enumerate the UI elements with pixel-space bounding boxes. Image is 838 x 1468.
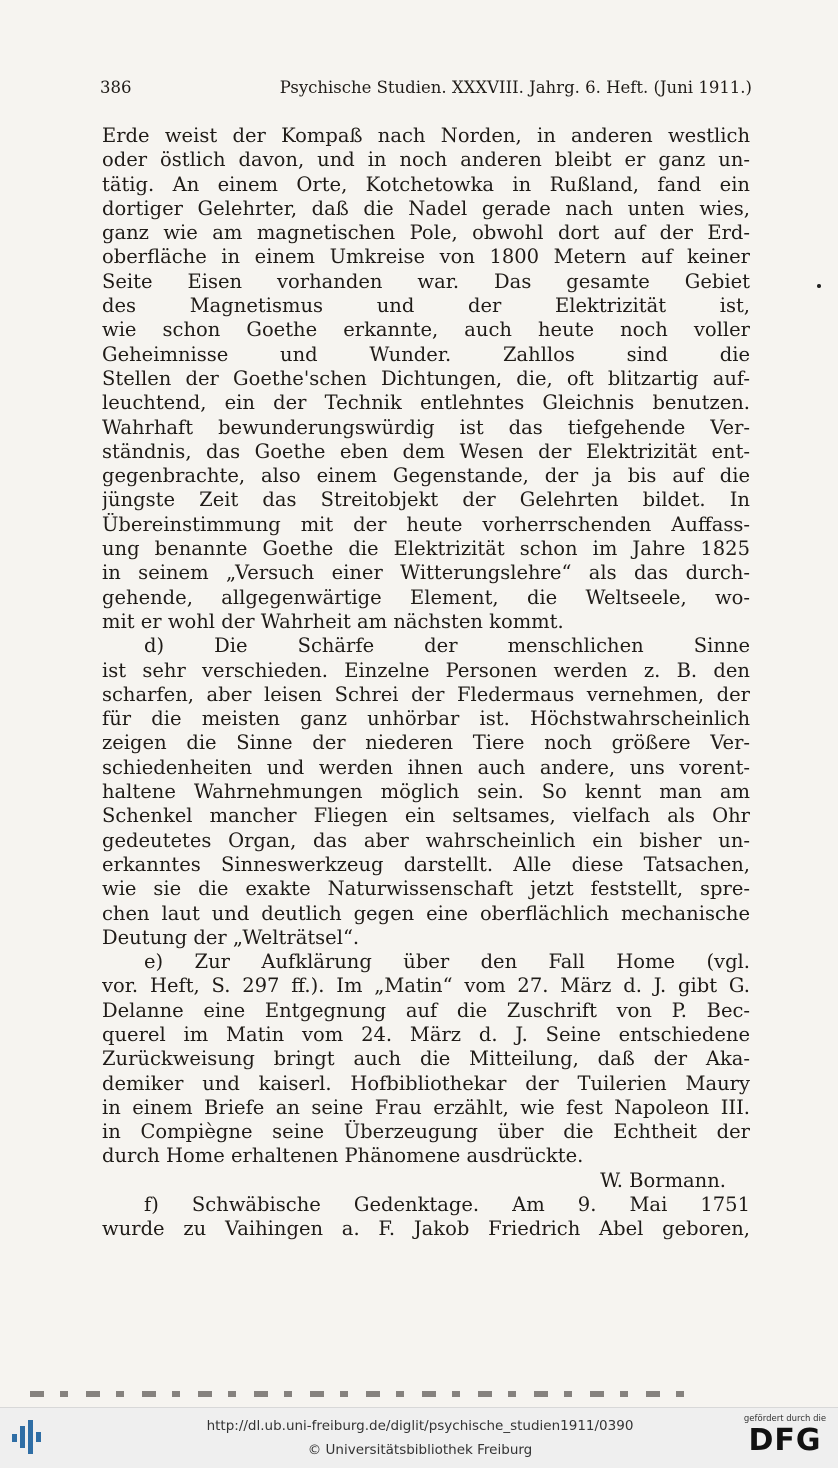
text-line: wie sie die exakte Naturwissenschaft jetzt feststellt, spre- [102, 877, 750, 901]
text-line: ung benannte Goethe die Elektrizität schon im Jahre 1825 [102, 537, 750, 561]
text-line: durch Home erhaltenen Phänomene ausdrückte. [102, 1144, 584, 1168]
text-line: des Magnetismus und der Elektrizität ist, [102, 294, 750, 318]
viewer-footer [0, 1407, 838, 1468]
running-title: Psychische Studien. XXXVIII. Jahrg. 6. Heft. (Juni 1911.) [279, 78, 752, 97]
bleed-through-text [30, 1391, 690, 1397]
text-line: haltene Wahrnehmungen möglich sein. So kennt man am [102, 780, 750, 804]
text-line: Übereinstimmung mit der heute vorherrschenden Auffass- [102, 512, 750, 536]
text-line: f) Schwäbische Gedenktage. Am 9. Mai 1751 [144, 1193, 750, 1217]
page-number: 386 [100, 78, 132, 97]
text-line: oder östlich davon, und in noch anderen bleibt er ganz un- [102, 148, 750, 172]
text-line: chen laut und deutlich gegen eine oberflächlich mechanische [102, 901, 750, 925]
text-line: dortiger Gelehrter, daß die Nadel gerade nach unten wies, [102, 196, 750, 220]
text-line: Stellen der Goethe'schen Dichtungen, die, oft blitzartig auf- [102, 366, 750, 390]
text-line: tätig. An einem Orte, Kotchetowka in Rußland, fand ein [102, 172, 750, 196]
text-line: demiker und kaiserl. Hofbibliothekar der Tuilerien Maury [102, 1071, 750, 1095]
library-logo-icon [12, 1420, 42, 1454]
text-line: ganz wie am magnetischen Pole, obwohl dort auf der Erd- [102, 221, 750, 245]
text-line: mit er wohl der Wahrheit am nächsten kommt. [102, 609, 564, 633]
text-line: in seinem „Versuch einer Witterungslehre“ als das durch- [102, 561, 750, 585]
text-line: Delanne eine Entgegnung auf die Zuschrift von P. Bec- [102, 998, 750, 1022]
text-line: in Compiègne seine Überzeugung über die Echtheit der [102, 1120, 750, 1144]
text-line: ist sehr verschieden. Einzelne Personen werden z. B. den [102, 658, 750, 682]
text-line: gegenbrachte, also einem Gegenstande, der ja bis auf die [102, 464, 750, 488]
dfg-wordmark: DFG [748, 1423, 822, 1458]
text-line: zeigen die Sinne der niederen Tiere noch größere Ver- [102, 731, 750, 755]
text-line: leuchtend, ein der Technik entlehntes Gleichnis benutzen. [102, 391, 750, 415]
text-body [102, 124, 750, 1242]
dfg-logo [738, 1414, 832, 1464]
text-line: vor. Heft, S. 297 ff.). Im „Matin“ vom 27. März d. J. gibt G. [102, 974, 750, 998]
text-line: d) Die Schärfe der menschlichen Sinne [144, 634, 750, 658]
text-line: Deutung der „Welträtsel“. [102, 925, 360, 949]
copyright-notice: © Universitätsbibliothek Freiburg [307, 1442, 533, 1458]
text-line: ständnis, das Goethe eben dem Wesen der Elektrizität ent- [102, 439, 750, 463]
text-line: erkanntes Sinneswerkzeug darstellt. Alle diese Tatsachen, [102, 852, 750, 876]
text-line: W. Bormann. [600, 1168, 726, 1192]
text-line: querel im Matin vom 24. März d. J. Seine entschiedene [102, 1022, 750, 1046]
running-header [100, 78, 752, 97]
text-line: in einem Briefe an seine Frau erzählt, wie fest Napoleon III. [102, 1095, 750, 1119]
text-line: e) Zur Aufklärung über den Fall Home (vgl. [144, 950, 750, 974]
text-line: Schenkel mancher Fliegen ein seltsames, vielfach als Ohr [102, 804, 750, 828]
text-line: oberfläche in einem Umkreise von 1800 Metern auf keiner [102, 245, 750, 269]
text-line: gehende, allgegenwärtige Element, die Weltseele, wo- [102, 585, 750, 609]
text-line: Erde weist der Kompaß nach Norden, in anderen westlich [102, 124, 750, 147]
text-line: jüngste Zeit das Streitobjekt der Gelehrten bildet. In [102, 488, 750, 512]
text-line: Wahrhaft bewunderungswürdig ist das tiefgehende Ver- [102, 415, 750, 439]
margin-mark [817, 284, 821, 288]
text-line: für die meisten ganz unhörbar ist. Höchstwahrscheinlich [102, 707, 750, 731]
text-line: Geheimnisse und Wunder. Zahllos sind die [102, 342, 750, 366]
permalink-url[interactable]: http://dl.ub.uni-freiburg.de/diglit/psychische_studien1911/0390 [206, 1418, 634, 1434]
text-line: wie schon Goethe erkannte, auch heute noch voller [102, 318, 750, 342]
text-line: wurde zu Vaihingen a. F. Jakob Friedrich Abel geboren, [102, 1217, 750, 1241]
text-line: gedeutetes Organ, das aber wahrscheinlich ein bisher un- [102, 828, 750, 852]
dfg-tagline: gefördert durch die [743, 1414, 827, 1424]
text-line: Zurückweisung bringt auch die Mitteilung, daß der Aka- [102, 1047, 750, 1071]
text-line: schiedenheiten und werden ihnen auch andere, uns vorent- [102, 755, 750, 779]
text-line: Seite Eisen vorhanden war. Das gesamte Gebiet [102, 269, 750, 293]
text-line: scharfen, aber leisen Schrei der Fledermaus vernehmen, der [102, 682, 750, 706]
